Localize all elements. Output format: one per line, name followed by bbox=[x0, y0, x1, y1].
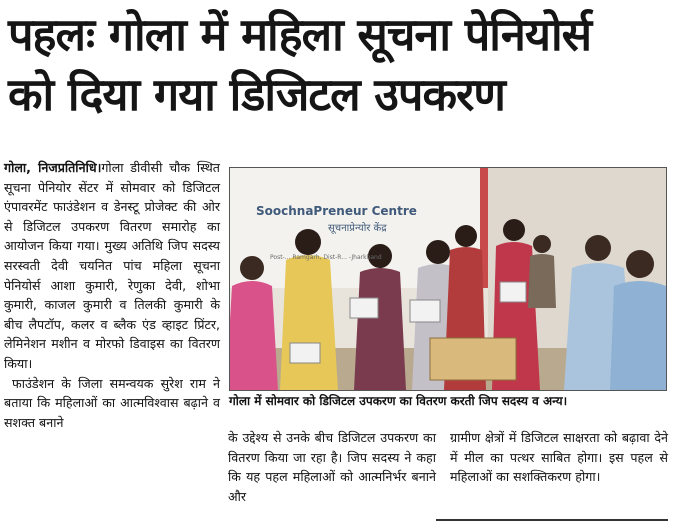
photo-illustration bbox=[230, 168, 666, 390]
photo-sign-title: SoochnaPreneur Centre bbox=[256, 204, 417, 218]
article-column-1 bbox=[4, 158, 220, 432]
photo-sign-subtitle: सूचनाप्रेन्योर केंद्र bbox=[328, 223, 387, 234]
article-column-2 bbox=[228, 428, 436, 506]
photo-caption: गोला में सोमवार को डिजिटल उपकरण का वितरण करती जिप सदस्य व अन्य। bbox=[229, 394, 568, 408]
headline bbox=[8, 4, 668, 124]
article-paragraph-1: गोला डीवीसी चौक स्थित सूचना पेनियोर सेंटर में सोमवार को डिजिटल एंपावरमेंट फाउंडेशन व डेनस्टू प्रोजेक्ट की ओर से डिजिटल उपकरण वितरण समारोह का आयोजन किया गया। मुख्य अतिथि जिप सदस्य सरस्वती देवी चयनित पांच महिला सूचना पेनियोर्स आशा कुमारी, रेणुका देवी, शोभा कुमारी, काजल कुमारी व तिलकी कुमारी के बीच लैपटॉप, कलर व ब्लैक एंड व्हाइट प्रिंटर, लेमिनेशन मशीन व मोरफो डिवाइस का वितरण किया। bbox=[4, 160, 220, 371]
article-column-2-text: के उद्देश्य से उनके बीच डिजिटल उपकरण का वितरण किया जा रहा है। जिप सदस्य ने कहा कि यह पहल महिलाओं को आत्मनिर्भर बनाने और bbox=[228, 430, 436, 504]
headline-line-2: को दिया गया डिजिटल उपकरण bbox=[8, 68, 505, 121]
headline-line-1: पहलः गोला में महिला सूचना पेनियोर्स bbox=[8, 8, 592, 61]
news-photo bbox=[229, 167, 667, 391]
dateline: गोला, निजप्रतिनिधि। bbox=[4, 160, 102, 175]
article-column-3-text: ग्रामीण क्षेत्रों में डिजिटल साक्षरता को बढ़ावा देने में मील का पत्थर साबित होगा। इस पहल से महिलाओं का सशक्तिकरण होगा। bbox=[450, 430, 668, 485]
column-rule bbox=[436, 519, 668, 521]
article-paragraph-2: फाउंडेशन के जिला समन्वयक सुरेश राम ने बताया कि महिलाओं का आत्मविश्वास बढ़ाने व सशक्त बनाने bbox=[4, 375, 220, 430]
article-column-3 bbox=[450, 428, 668, 487]
photo-sign-address: Post-... Ramgarh, Dist-R... -Jharkhand bbox=[270, 254, 382, 261]
